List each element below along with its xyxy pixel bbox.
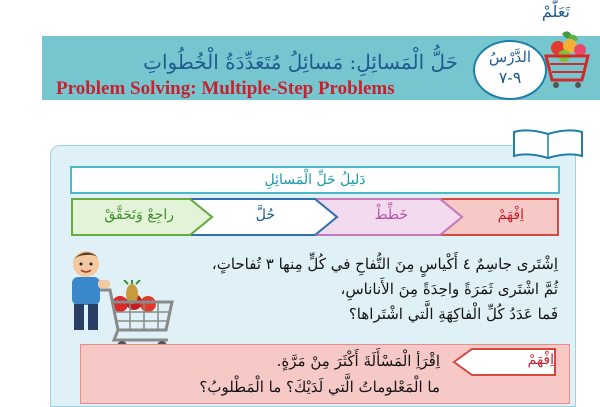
problem-solving-steps: [70, 198, 560, 236]
problem-line: فَما عَدَدُ كُلِّ الْفاكِهَةِ الَّتي اشْتَراها؟: [348, 305, 558, 323]
lesson-number-badge: [473, 40, 547, 100]
lesson-label: الدَّرْسُ: [488, 48, 532, 66]
learn-heading: تَعَلَّمْ: [541, 2, 570, 21]
understand-instruction: اِقْرَأِ الْمَسْأَلَةَ أَكْثَرَ مِنْ مَرَّةٍ.: [276, 352, 440, 370]
step-solve-label: حُلَّ: [255, 207, 275, 223]
step-plan-label: خَطِّطْ: [374, 207, 408, 223]
understand-tag-label: اِفْهَمْ: [527, 352, 554, 368]
guide-title: دَليلُ حَلِّ الْمَسائِلِ: [264, 172, 366, 188]
understand-question: ما الْمَعْلوماتُ الَّتي لَدَيْكَ؟ ما الْمَطْلوبُ؟: [199, 378, 440, 396]
lesson-number: ٩-٧: [498, 68, 522, 87]
shopping-cart-icon: [92, 280, 180, 352]
problem-line: ثُمَّ اشْتَرى ثَمَرَةً واحِدَةً مِنَ الأَناناسِ،: [340, 280, 558, 298]
word-problem: [158, 252, 558, 327]
step-understand-label: اِفْهَمْ: [497, 207, 524, 223]
lesson-title-english: Problem Solving: Multiple-Step Problems: [56, 78, 395, 99]
grocery-basket-icon: [540, 28, 594, 90]
problem-line: اِشْتَرى جاسِمٌ ٤ أَكْياسٍ مِنَ التُّفاحِ في كُلٍّ مِنها ٣ تُفاحاتٍ،: [211, 255, 558, 273]
step-check-label: راجِعْ وَتَحَقَّقْ: [104, 207, 174, 223]
problem-solving-guide-title-box: [70, 166, 560, 194]
lesson-title-arabic: حَلُّ الْمَسائِلِ: مَسائِلُ مُتَعَدِّدَةُ الْخُطُواتِ: [143, 50, 458, 74]
learn-book-icon: [508, 128, 588, 160]
